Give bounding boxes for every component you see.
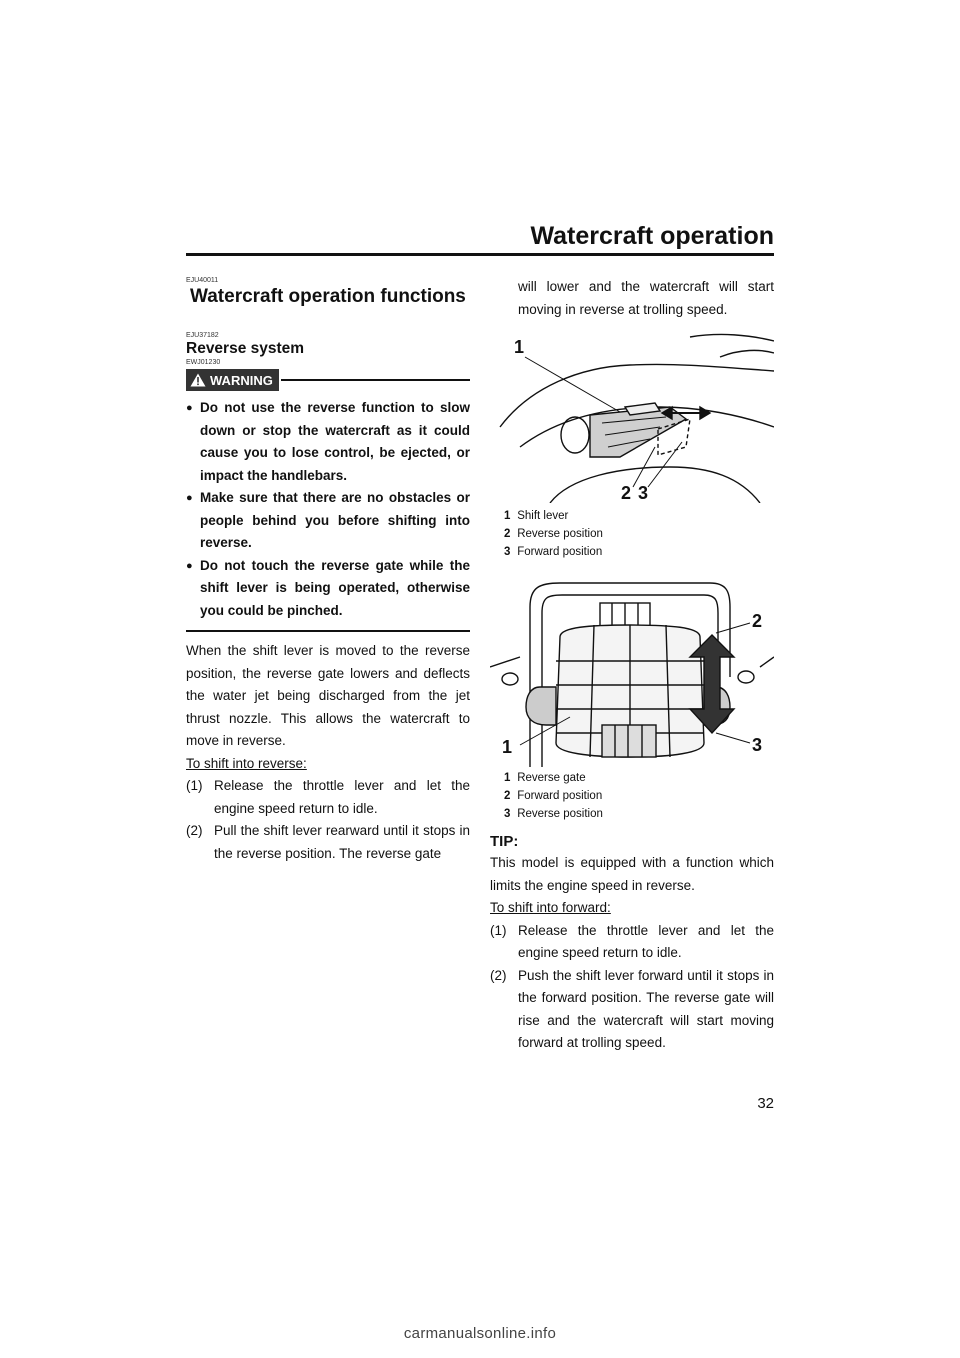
caption-item: 3 Reverse position (504, 808, 603, 820)
step-item (490, 920, 774, 965)
warning-header (186, 369, 470, 391)
callout-number: 2 (752, 611, 763, 631)
callout-number: 1 (502, 737, 513, 757)
warning-item: ● Do not touch the reverse gate while the shift lever is being operated, otherwise you could be pinched. (186, 555, 470, 623)
caption-item: 1 Reverse gate (504, 772, 586, 784)
step-text: Pull the shift lever rearward until it stops in the reverse position. The reverse gate (214, 823, 470, 861)
step-continuation: will lower and the watercraft will start moving in reverse at trolling speed. (518, 279, 774, 317)
page-number: 32 (757, 1095, 774, 1112)
section-title: Watercraft operation functions (190, 286, 466, 307)
tip-title: TIP: (490, 833, 519, 850)
step-item (186, 820, 470, 865)
warning-badge (186, 369, 279, 391)
reverse-gate-illustration (490, 577, 774, 767)
warning-label: WARNING (210, 372, 273, 388)
page-title: Watercraft operation (530, 222, 774, 250)
step-item (186, 775, 470, 820)
step-number: (1) (490, 922, 507, 938)
warning-item: ● Make sure that there are no obstacles or people behind you before shifting into reverse. (186, 487, 470, 555)
figure-reverse-gate (490, 577, 774, 767)
step-text: Release the throttle lever and let the engine speed return to idle. (214, 778, 470, 816)
forward-steps (490, 920, 774, 1055)
callout-number: 1 (514, 337, 525, 357)
callout-number: 2 (621, 483, 632, 503)
subsection-code: EJU37182 (186, 332, 219, 339)
warning-rule (281, 379, 470, 381)
figure2-captions (490, 769, 774, 823)
section-code: EJU40011 (186, 277, 219, 284)
callout-number: 3 (752, 735, 763, 755)
warning-list (186, 397, 470, 622)
step-item (490, 965, 774, 1055)
intro-paragraph: When the shift lever is moved to the reverse position, the reverse gate lowers and deflects the water jet being discharged from the jet thrust nozzle. This allows the watercraft to move in reverse. (186, 643, 470, 748)
subsection-title: Reverse system (186, 340, 305, 357)
left-column (186, 276, 470, 865)
caption-item: 2 Forward position (504, 790, 603, 802)
reverse-heading: To shift into reverse: (186, 755, 307, 771)
warning-triangle-icon (190, 373, 206, 387)
forward-heading: To shift into forward: (490, 900, 611, 915)
step-number: (2) (490, 967, 507, 983)
figure1-captions (490, 507, 774, 561)
header-rule (186, 253, 774, 256)
warning-item: ● Do not use the reverse function to slow down or stop the watercraft as it could cause you to lose control, be ejected, or impact the handlebars. (186, 397, 470, 487)
caption-item: 2 Reverse position (504, 528, 603, 540)
right-column (490, 276, 774, 1055)
callout-number: 3 (638, 483, 649, 503)
caption-item: 1 Shift lever (504, 510, 569, 522)
shift-lever-illustration (490, 327, 774, 503)
caption-item: 3 Forward position (504, 546, 603, 558)
tip-text: This model is equipped with a function which limits the engine speed in reverse. (490, 855, 774, 893)
figure-shift-lever (490, 327, 774, 503)
step-number: (1) (186, 778, 203, 793)
watermark: carmanualsonline.info (403, 1325, 557, 1342)
step-text: Push the shift lever forward until it stops in the forward position. The reverse gate will rise and the watercraft will start moving forward at trolling speed. (518, 967, 774, 1050)
reverse-steps (186, 775, 470, 865)
step-text: Release the throttle lever and let the engine speed return to idle. (518, 922, 774, 960)
step-number: (2) (186, 823, 203, 838)
warning-code: EWJ01230 (186, 359, 221, 366)
